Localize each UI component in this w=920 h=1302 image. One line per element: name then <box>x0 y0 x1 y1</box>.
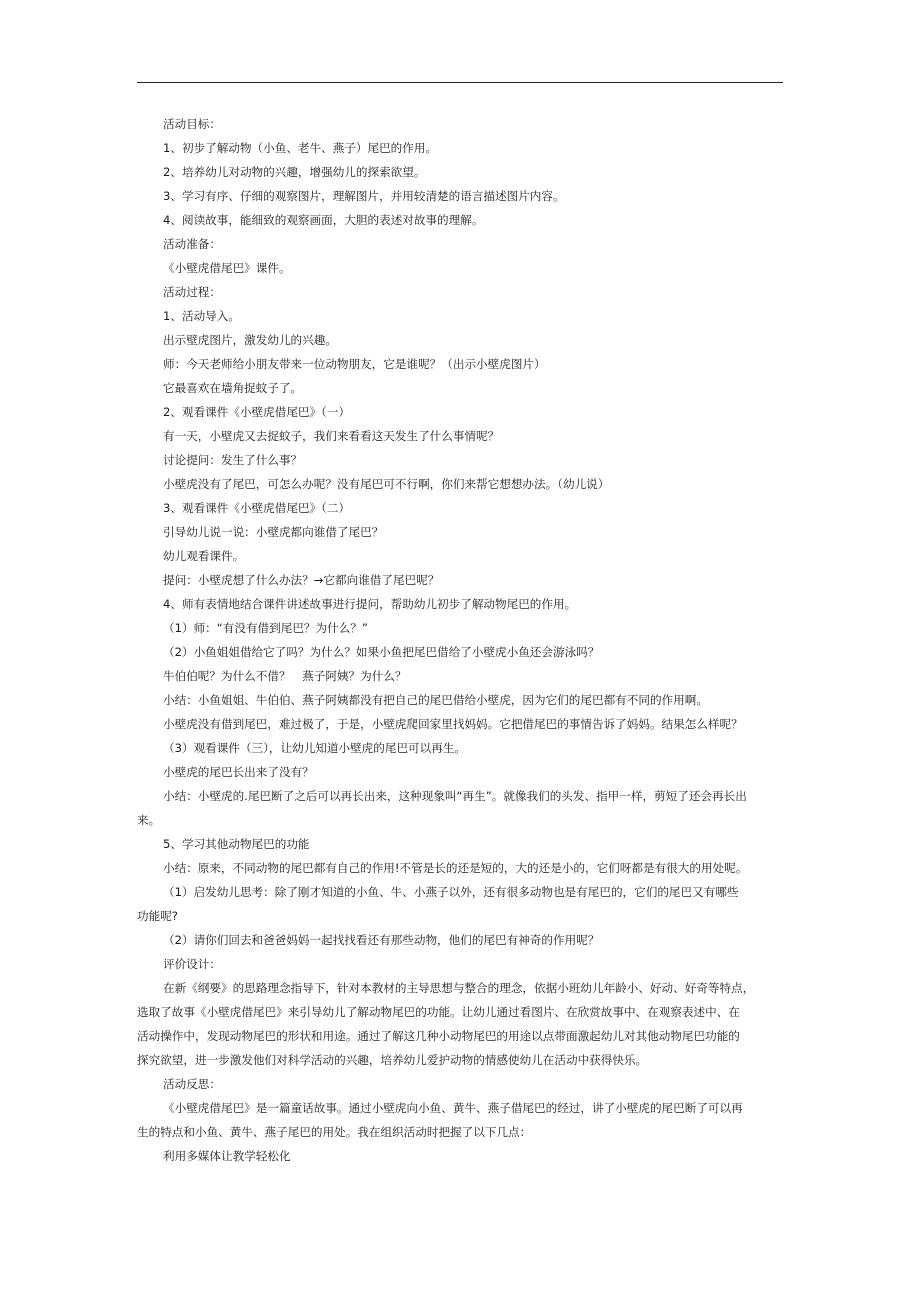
paragraph: 讨论提问：发生了什么事？ <box>163 453 303 467</box>
paragraph-continuation: 来。 <box>137 813 161 827</box>
paragraph: 《小壁虎借尾巴》是一篇童话故事。通过小壁虎向小鱼、黄牛、燕子借尾巴的经过，讲了小壁虎的尾巴断了可以再 <box>163 1101 743 1115</box>
step-heading: 2、观看课件《小壁虎借尾巴》（一） <box>163 405 351 419</box>
step-heading: 5、学习其他动物尾巴的功能 <box>163 837 310 851</box>
paragraph: 它最喜欢在墙角捉蚊子了。 <box>163 381 303 395</box>
paragraph: 牛伯伯呢？为什么不借？ 燕子阿姨？为什么？ <box>163 669 407 683</box>
paragraph: 出示壁虎图片，激发幼儿的兴趣。 <box>163 333 337 347</box>
paragraph: 有一天，小壁虎又去捉蚊子，我们来看看这天发生了什么事情呢？ <box>163 429 500 443</box>
paragraph-continuation: 功能呢? <box>137 909 178 923</box>
goal-item: 4、阅读故事，能细致的观察画面，大胆的表述对故事的理解。 <box>163 213 484 227</box>
paragraph: 提问：小壁虎想了什么办法？→它都向谁借了尾巴呢？ <box>163 573 440 587</box>
step-heading: 1、活动导入。 <box>163 309 240 323</box>
paragraph: （1）师：“有没有借到尾巴？为什么？” <box>163 621 368 635</box>
paragraph: 引导幼儿说一说：小壁虎都向谁借了尾巴？ <box>163 525 384 539</box>
paragraph-continuation: 选取了故事《小壁虎借尾巴》来引导幼儿了解动物尾巴的功能。让幼儿通过看图片、在欣赏故事中、在观察表述中、在 <box>137 1005 740 1019</box>
paragraph: 小壁虎没有了尾巴，可怎么办呢？没有尾巴可不行啊，你们来帮它想想办法。（幼儿说） <box>163 477 610 491</box>
paragraph: 小壁虎没有借到尾巴，难过极了，于是，小壁虎爬回家里找妈妈。它把借尾巴的事情告诉了妈妈。结果怎么样呢？ <box>163 717 743 731</box>
paragraph-continuation: 探究欲望，进一步激发他们对科学活动的兴趣，培养幼儿爱护动物的情感使幼儿在活动中获得快乐。 <box>137 1053 648 1067</box>
paragraph: 小壁虎的尾巴长出来了没有？ <box>163 765 314 779</box>
paragraph: （1）启发幼儿思考：除了刚才知道的小鱼、牛、小燕子以外，还有很多动物也是有尾巴的，它们的尾巴又有哪些 <box>163 885 739 899</box>
paragraph: 小结：小鱼姐姐、牛伯伯、燕子阿姨都没有把自己的尾巴借给小壁虎，因为它们的尾巴都有不同的作用啊。 <box>163 693 708 707</box>
paragraph: 小结：原来，不同动物的尾巴都有自己的作用!不管是长的还是短的，大的还是小的，它们呀都是有很大的用处呢。 <box>163 861 748 875</box>
paragraph-continuation: 生的特点和小鱼、黄牛、燕子尾巴的用处。我在组织活动时把握了以下几点： <box>137 1125 532 1139</box>
step-heading: 4、师有表情地结合课件讲述故事进行提问，帮助幼儿初步了解动物尾巴的作用。 <box>163 597 577 611</box>
heading-process: 活动过程： <box>163 285 221 299</box>
document-body <box>137 112 783 1168</box>
goal-item: 2、培养幼儿对动物的兴趣，增强幼儿的探索欲望。 <box>163 165 426 179</box>
paragraph: 《小壁虎借尾巴》课件。 <box>163 261 291 275</box>
header-rule <box>137 82 783 83</box>
step-heading: 3、观看课件《小壁虎借尾巴》（二） <box>163 501 351 515</box>
paragraph: 在新《纲要》的思路理念指导下，针对本教材的主导思想与整合的理念，依据小班幼儿年龄小、好动、好奇等特点， <box>163 981 755 995</box>
paragraph: （2）请你们回去和爸爸妈妈一起找找看还有那些动物，他们的尾巴有神奇的作用呢？ <box>163 933 600 947</box>
paragraph: 师：今天老师给小朋友带来一位动物朋友，它是谁呢？（出示小壁虎图片） <box>163 357 546 371</box>
goal-item: 1、初步了解动物（小鱼、老牛、燕子）尾巴的作用。 <box>163 141 438 155</box>
paragraph: 利用多媒体让教学轻松化 <box>163 1149 291 1163</box>
paragraph: （2）小鱼姐姐借给它了吗？为什么？如果小鱼把尾巴借给了小壁虎小鱼还会游泳吗？ <box>163 645 600 659</box>
goal-item: 3、学习有序、仔细的观察图片，理解图片，并用较清楚的语言描述图片内容。 <box>163 189 565 203</box>
paragraph: 小结：小壁虎的.尾巴断了之后可以再长出来，这种现象叫“再生”。就像我们的头发、指甲一样，剪短了还会再长出 <box>163 789 747 803</box>
heading-preparation: 活动准备： <box>163 237 221 251</box>
paragraph: 幼儿观看课件。 <box>163 549 245 563</box>
heading-evaluation: 评价设计： <box>163 957 221 971</box>
heading-goals: 活动目标： <box>163 117 221 131</box>
heading-reflection: 活动反思： <box>163 1077 221 1091</box>
paragraph-continuation: 活动操作中，发现动物尾巴的形状和用途。通过了解这几种小动物尾巴的用途以点带面激起幼儿对其他动物尾巴功能的 <box>137 1029 740 1043</box>
paragraph: （3）观看课件（三），让幼儿知道小壁虎的尾巴可以再生。 <box>163 741 467 755</box>
